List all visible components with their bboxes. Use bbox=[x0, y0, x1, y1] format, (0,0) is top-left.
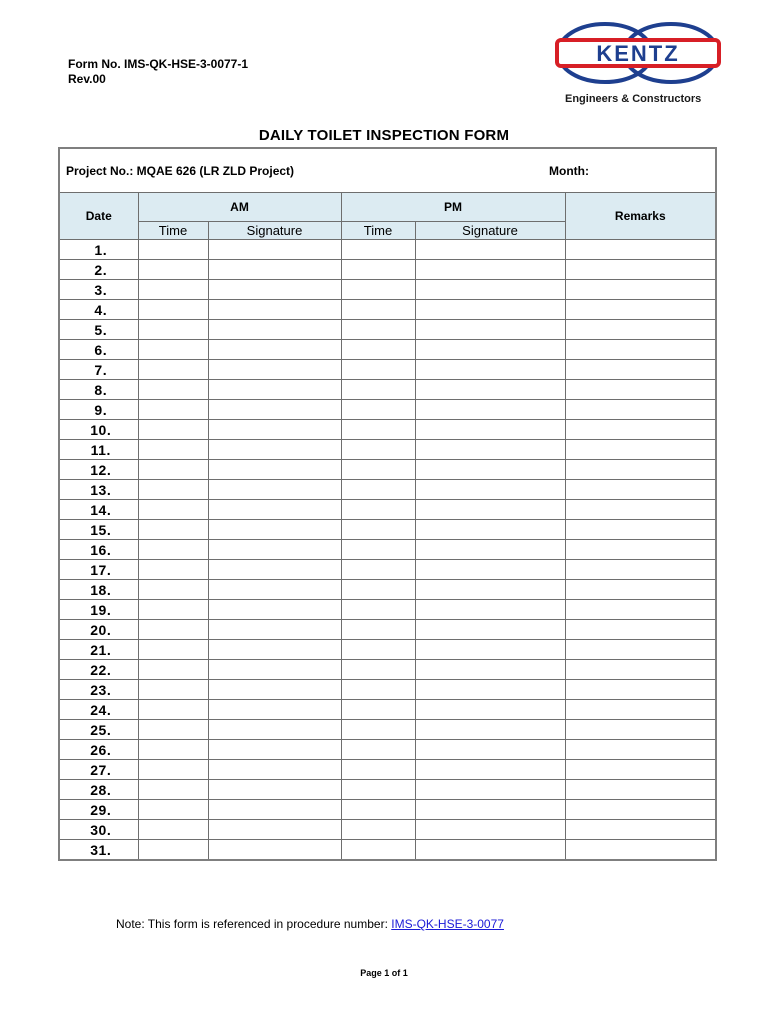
day-number: 28. bbox=[59, 780, 138, 800]
day-row bbox=[59, 680, 716, 700]
am-signature-cell[interactable] bbox=[208, 420, 341, 440]
month-label: Month: bbox=[549, 163, 589, 178]
remarks-cell[interactable] bbox=[565, 800, 716, 820]
pm-signature-header: Signature bbox=[415, 222, 565, 240]
day-number: 19. bbox=[59, 600, 138, 620]
remarks-cell[interactable] bbox=[565, 240, 716, 260]
am-signature-cell[interactable] bbox=[208, 640, 341, 660]
am-time-cell[interactable] bbox=[138, 440, 208, 460]
am-signature-cell[interactable] bbox=[208, 240, 341, 260]
remarks-cell[interactable] bbox=[565, 320, 716, 340]
am-time-cell[interactable] bbox=[138, 400, 208, 420]
remarks-cell[interactable] bbox=[565, 660, 716, 680]
day-row bbox=[59, 360, 716, 380]
day-row bbox=[59, 280, 716, 300]
day-number: 22. bbox=[59, 660, 138, 680]
am-time-cell[interactable] bbox=[138, 660, 208, 680]
am-signature-cell[interactable] bbox=[208, 440, 341, 460]
pm-time-cell[interactable] bbox=[341, 260, 415, 280]
remarks-cell[interactable] bbox=[565, 340, 716, 360]
day-row bbox=[59, 460, 716, 480]
remarks-cell[interactable] bbox=[565, 640, 716, 660]
pm-time-cell[interactable] bbox=[341, 500, 415, 520]
day-number: 1. bbox=[59, 240, 138, 260]
day-number: 6. bbox=[59, 340, 138, 360]
remarks-cell[interactable] bbox=[565, 380, 716, 400]
am-header: AM bbox=[138, 193, 341, 222]
day-row bbox=[59, 580, 716, 600]
remarks-cell[interactable] bbox=[565, 560, 716, 580]
pm-signature-cell[interactable] bbox=[415, 840, 565, 861]
remarks-cell[interactable] bbox=[565, 720, 716, 740]
day-number: 4. bbox=[59, 300, 138, 320]
pm-time-cell[interactable] bbox=[341, 840, 415, 861]
pm-time-cell[interactable] bbox=[341, 620, 415, 640]
pm-time-cell[interactable] bbox=[341, 300, 415, 320]
project-label: Project No.: MQAE 626 (LR ZLD Project) bbox=[66, 163, 295, 178]
pm-time-cell[interactable] bbox=[341, 360, 415, 380]
am-time-cell[interactable] bbox=[138, 360, 208, 380]
am-time-cell[interactable] bbox=[138, 640, 208, 660]
note-text: Note: This form is referenced in procedure number: bbox=[116, 917, 392, 931]
am-signature-cell[interactable] bbox=[208, 500, 341, 520]
day-row bbox=[59, 800, 716, 820]
am-signature-cell[interactable] bbox=[208, 360, 341, 380]
am-time-cell[interactable] bbox=[138, 340, 208, 360]
pm-signature-cell[interactable] bbox=[415, 760, 565, 780]
day-number: 15. bbox=[59, 520, 138, 540]
form-title: DAILY TOILET INSPECTION FORM bbox=[258, 127, 510, 144]
remarks-cell[interactable] bbox=[565, 360, 716, 380]
am-signature-cell[interactable] bbox=[208, 660, 341, 680]
am-signature-cell[interactable] bbox=[208, 760, 341, 780]
am-time-cell[interactable] bbox=[138, 840, 208, 861]
pm-time-header: Time bbox=[341, 222, 415, 240]
am-time-cell[interactable] bbox=[138, 680, 208, 700]
remarks-cell[interactable] bbox=[565, 600, 716, 620]
remarks-cell[interactable] bbox=[565, 740, 716, 760]
remarks-cell[interactable] bbox=[565, 780, 716, 800]
pm-signature-cell[interactable] bbox=[415, 620, 565, 640]
remarks-cell[interactable] bbox=[565, 680, 716, 700]
pm-time-cell[interactable] bbox=[341, 680, 415, 700]
am-time-cell[interactable] bbox=[138, 700, 208, 720]
remarks-cell[interactable] bbox=[565, 760, 716, 780]
day-row bbox=[59, 500, 716, 520]
am-signature-cell[interactable] bbox=[208, 540, 341, 560]
pm-time-cell[interactable] bbox=[341, 660, 415, 680]
date-header: Date bbox=[59, 193, 138, 240]
day-row bbox=[59, 300, 716, 320]
pm-time-cell[interactable] bbox=[341, 440, 415, 460]
am-time-cell[interactable] bbox=[138, 460, 208, 480]
day-row bbox=[59, 840, 716, 861]
am-time-cell[interactable] bbox=[138, 740, 208, 760]
pm-signature-cell[interactable] bbox=[415, 580, 565, 600]
pm-signature-cell[interactable] bbox=[415, 280, 565, 300]
am-time-cell[interactable] bbox=[138, 280, 208, 300]
remarks-cell[interactable] bbox=[565, 280, 716, 300]
pm-signature-cell[interactable] bbox=[415, 360, 565, 380]
day-number: 9. bbox=[59, 400, 138, 420]
remarks-header: Remarks bbox=[565, 193, 716, 240]
am-time-header: Time bbox=[138, 222, 208, 240]
am-time-cell[interactable] bbox=[138, 300, 208, 320]
pm-time-cell[interactable] bbox=[341, 760, 415, 780]
day-row bbox=[59, 440, 716, 460]
am-time-cell[interactable] bbox=[138, 800, 208, 820]
pm-time-cell[interactable] bbox=[341, 720, 415, 740]
am-signature-header: Signature bbox=[208, 222, 341, 240]
day-number: 20. bbox=[59, 620, 138, 640]
day-number: 27. bbox=[59, 760, 138, 780]
day-row bbox=[59, 640, 716, 660]
day-row bbox=[59, 400, 716, 420]
day-number: 29. bbox=[59, 800, 138, 820]
day-row bbox=[59, 340, 716, 360]
day-number: 8. bbox=[59, 380, 138, 400]
am-signature-cell[interactable] bbox=[208, 320, 341, 340]
pm-signature-cell[interactable] bbox=[415, 560, 565, 580]
am-signature-cell[interactable] bbox=[208, 720, 341, 740]
remarks-cell[interactable] bbox=[565, 420, 716, 440]
pm-signature-cell[interactable] bbox=[415, 300, 565, 320]
pm-signature-cell[interactable] bbox=[415, 540, 565, 560]
day-number: 3. bbox=[59, 280, 138, 300]
pm-time-cell[interactable] bbox=[341, 520, 415, 540]
day-row bbox=[59, 320, 716, 340]
pm-header: PM bbox=[341, 193, 565, 222]
day-number: 30. bbox=[59, 820, 138, 840]
pm-time-cell[interactable] bbox=[341, 340, 415, 360]
pm-signature-cell[interactable] bbox=[415, 600, 565, 620]
day-row bbox=[59, 420, 716, 440]
day-row bbox=[59, 600, 716, 620]
day-row bbox=[59, 820, 716, 840]
pm-signature-cell[interactable] bbox=[415, 820, 565, 840]
pm-time-cell[interactable] bbox=[341, 280, 415, 300]
pm-signature-cell[interactable] bbox=[415, 460, 565, 480]
am-time-cell[interactable] bbox=[138, 480, 208, 500]
day-row bbox=[59, 660, 716, 680]
remarks-cell[interactable] bbox=[565, 700, 716, 720]
am-signature-cell[interactable] bbox=[208, 700, 341, 720]
am-time-cell[interactable] bbox=[138, 380, 208, 400]
pm-time-cell[interactable] bbox=[341, 400, 415, 420]
am-time-cell[interactable] bbox=[138, 620, 208, 640]
page-number: Page 1 of 1 bbox=[360, 968, 408, 978]
pm-time-cell[interactable] bbox=[341, 480, 415, 500]
day-row bbox=[59, 720, 716, 740]
procedure-note bbox=[116, 917, 504, 931]
header-row bbox=[59, 193, 716, 222]
am-signature-cell[interactable] bbox=[208, 520, 341, 540]
remarks-cell[interactable] bbox=[565, 400, 716, 420]
am-signature-cell[interactable] bbox=[208, 480, 341, 500]
am-time-cell[interactable] bbox=[138, 540, 208, 560]
am-signature-cell[interactable] bbox=[208, 340, 341, 360]
am-time-cell[interactable] bbox=[138, 260, 208, 280]
remarks-cell[interactable] bbox=[565, 580, 716, 600]
day-row bbox=[59, 780, 716, 800]
pm-time-cell[interactable] bbox=[341, 380, 415, 400]
am-signature-cell[interactable] bbox=[208, 840, 341, 861]
pm-time-cell[interactable] bbox=[341, 740, 415, 760]
day-row bbox=[59, 540, 716, 560]
pm-time-cell[interactable] bbox=[341, 420, 415, 440]
pm-time-cell[interactable] bbox=[341, 640, 415, 660]
day-number: 18. bbox=[59, 580, 138, 600]
pm-signature-cell[interactable] bbox=[415, 420, 565, 440]
am-signature-cell[interactable] bbox=[208, 560, 341, 580]
day-row bbox=[59, 380, 716, 400]
day-number: 25. bbox=[59, 720, 138, 740]
remarks-cell[interactable] bbox=[565, 620, 716, 640]
am-signature-cell[interactable] bbox=[208, 800, 341, 820]
am-signature-cell[interactable] bbox=[208, 680, 341, 700]
inspection-table bbox=[58, 147, 717, 861]
day-number: 7. bbox=[59, 360, 138, 380]
remarks-cell[interactable] bbox=[565, 500, 716, 520]
day-number: 16. bbox=[59, 540, 138, 560]
am-signature-cell[interactable] bbox=[208, 400, 341, 420]
remarks-cell[interactable] bbox=[565, 300, 716, 320]
day-row bbox=[59, 760, 716, 780]
day-number: 5. bbox=[59, 320, 138, 340]
pm-signature-cell[interactable] bbox=[415, 780, 565, 800]
pm-signature-cell[interactable] bbox=[415, 640, 565, 660]
pm-signature-cell[interactable] bbox=[415, 260, 565, 280]
remarks-cell[interactable] bbox=[565, 840, 716, 861]
pm-time-cell[interactable] bbox=[341, 580, 415, 600]
form-identifier bbox=[68, 57, 248, 87]
am-time-cell[interactable] bbox=[138, 420, 208, 440]
day-number: 21. bbox=[59, 640, 138, 660]
am-signature-cell[interactable] bbox=[208, 600, 341, 620]
day-number: 17. bbox=[59, 560, 138, 580]
am-signature-cell[interactable] bbox=[208, 740, 341, 760]
day-number: 26. bbox=[59, 740, 138, 760]
am-time-cell[interactable] bbox=[138, 780, 208, 800]
remarks-cell[interactable] bbox=[565, 480, 716, 500]
day-number: 13. bbox=[59, 480, 138, 500]
pm-signature-cell[interactable] bbox=[415, 480, 565, 500]
form-number: Form No. IMS-QK-HSE-3-0077-1 bbox=[68, 57, 249, 71]
day-row bbox=[59, 520, 716, 540]
day-number: 2. bbox=[59, 260, 138, 280]
pm-time-cell[interactable] bbox=[341, 560, 415, 580]
pm-time-cell[interactable] bbox=[341, 460, 415, 480]
am-time-cell[interactable] bbox=[138, 320, 208, 340]
am-signature-cell[interactable] bbox=[208, 820, 341, 840]
pm-time-cell[interactable] bbox=[341, 700, 415, 720]
remarks-cell[interactable] bbox=[565, 540, 716, 560]
am-time-cell[interactable] bbox=[138, 760, 208, 780]
procedure-link[interactable]: IMS-QK-HSE-3-0077 bbox=[391, 917, 504, 931]
day-row bbox=[59, 260, 716, 280]
day-row bbox=[59, 480, 716, 500]
pm-signature-cell[interactable] bbox=[415, 800, 565, 820]
logo-tagline: Engineers & Constructors bbox=[565, 93, 702, 105]
day-row bbox=[59, 560, 716, 580]
day-number: 23. bbox=[59, 680, 138, 700]
pm-time-cell[interactable] bbox=[341, 240, 415, 260]
pm-time-cell[interactable] bbox=[341, 800, 415, 820]
am-time-cell[interactable] bbox=[138, 720, 208, 740]
pm-signature-cell[interactable] bbox=[415, 520, 565, 540]
am-time-cell[interactable] bbox=[138, 580, 208, 600]
pm-time-cell[interactable] bbox=[341, 820, 415, 840]
pm-time-cell[interactable] bbox=[341, 600, 415, 620]
day-number: 31. bbox=[59, 840, 138, 861]
am-time-cell[interactable] bbox=[138, 560, 208, 580]
pm-signature-cell[interactable] bbox=[415, 700, 565, 720]
day-number: 14. bbox=[59, 500, 138, 520]
pm-signature-cell[interactable] bbox=[415, 500, 565, 520]
remarks-cell[interactable] bbox=[565, 460, 716, 480]
pm-signature-cell[interactable] bbox=[415, 400, 565, 420]
pm-signature-cell[interactable] bbox=[415, 240, 565, 260]
day-number: 24. bbox=[59, 700, 138, 720]
pm-signature-cell[interactable] bbox=[415, 680, 565, 700]
pm-time-cell[interactable] bbox=[341, 540, 415, 560]
pm-signature-cell[interactable] bbox=[415, 660, 565, 680]
am-time-cell[interactable] bbox=[138, 820, 208, 840]
logo-wordmark: KENTZ bbox=[596, 41, 680, 66]
day-row bbox=[59, 240, 716, 260]
am-signature-cell[interactable] bbox=[208, 620, 341, 640]
remarks-cell[interactable] bbox=[565, 440, 716, 460]
am-time-cell[interactable] bbox=[138, 520, 208, 540]
pm-signature-cell[interactable] bbox=[415, 340, 565, 360]
am-time-cell[interactable] bbox=[138, 240, 208, 260]
pm-signature-cell[interactable] bbox=[415, 320, 565, 340]
am-signature-cell[interactable] bbox=[208, 280, 341, 300]
pm-time-cell[interactable] bbox=[341, 320, 415, 340]
am-signature-cell[interactable] bbox=[208, 300, 341, 320]
am-signature-cell[interactable] bbox=[208, 780, 341, 800]
am-time-cell[interactable] bbox=[138, 600, 208, 620]
am-signature-cell[interactable] bbox=[208, 580, 341, 600]
am-signature-cell[interactable] bbox=[208, 260, 341, 280]
day-row bbox=[59, 620, 716, 640]
am-signature-cell[interactable] bbox=[208, 460, 341, 480]
remarks-cell[interactable] bbox=[565, 260, 716, 280]
remarks-cell[interactable] bbox=[565, 820, 716, 840]
day-row bbox=[59, 700, 716, 720]
project-row bbox=[59, 148, 716, 193]
pm-signature-cell[interactable] bbox=[415, 380, 565, 400]
pm-signature-cell[interactable] bbox=[415, 440, 565, 460]
pm-time-cell[interactable] bbox=[341, 780, 415, 800]
day-row bbox=[59, 740, 716, 760]
pm-signature-cell[interactable] bbox=[415, 720, 565, 740]
remarks-cell[interactable] bbox=[565, 520, 716, 540]
pm-signature-cell[interactable] bbox=[415, 740, 565, 760]
am-time-cell[interactable] bbox=[138, 500, 208, 520]
am-signature-cell[interactable] bbox=[208, 380, 341, 400]
day-number: 12. bbox=[59, 460, 138, 480]
day-number: 11. bbox=[59, 440, 138, 460]
revision: Rev.00 bbox=[68, 72, 106, 86]
day-number: 10. bbox=[59, 420, 138, 440]
